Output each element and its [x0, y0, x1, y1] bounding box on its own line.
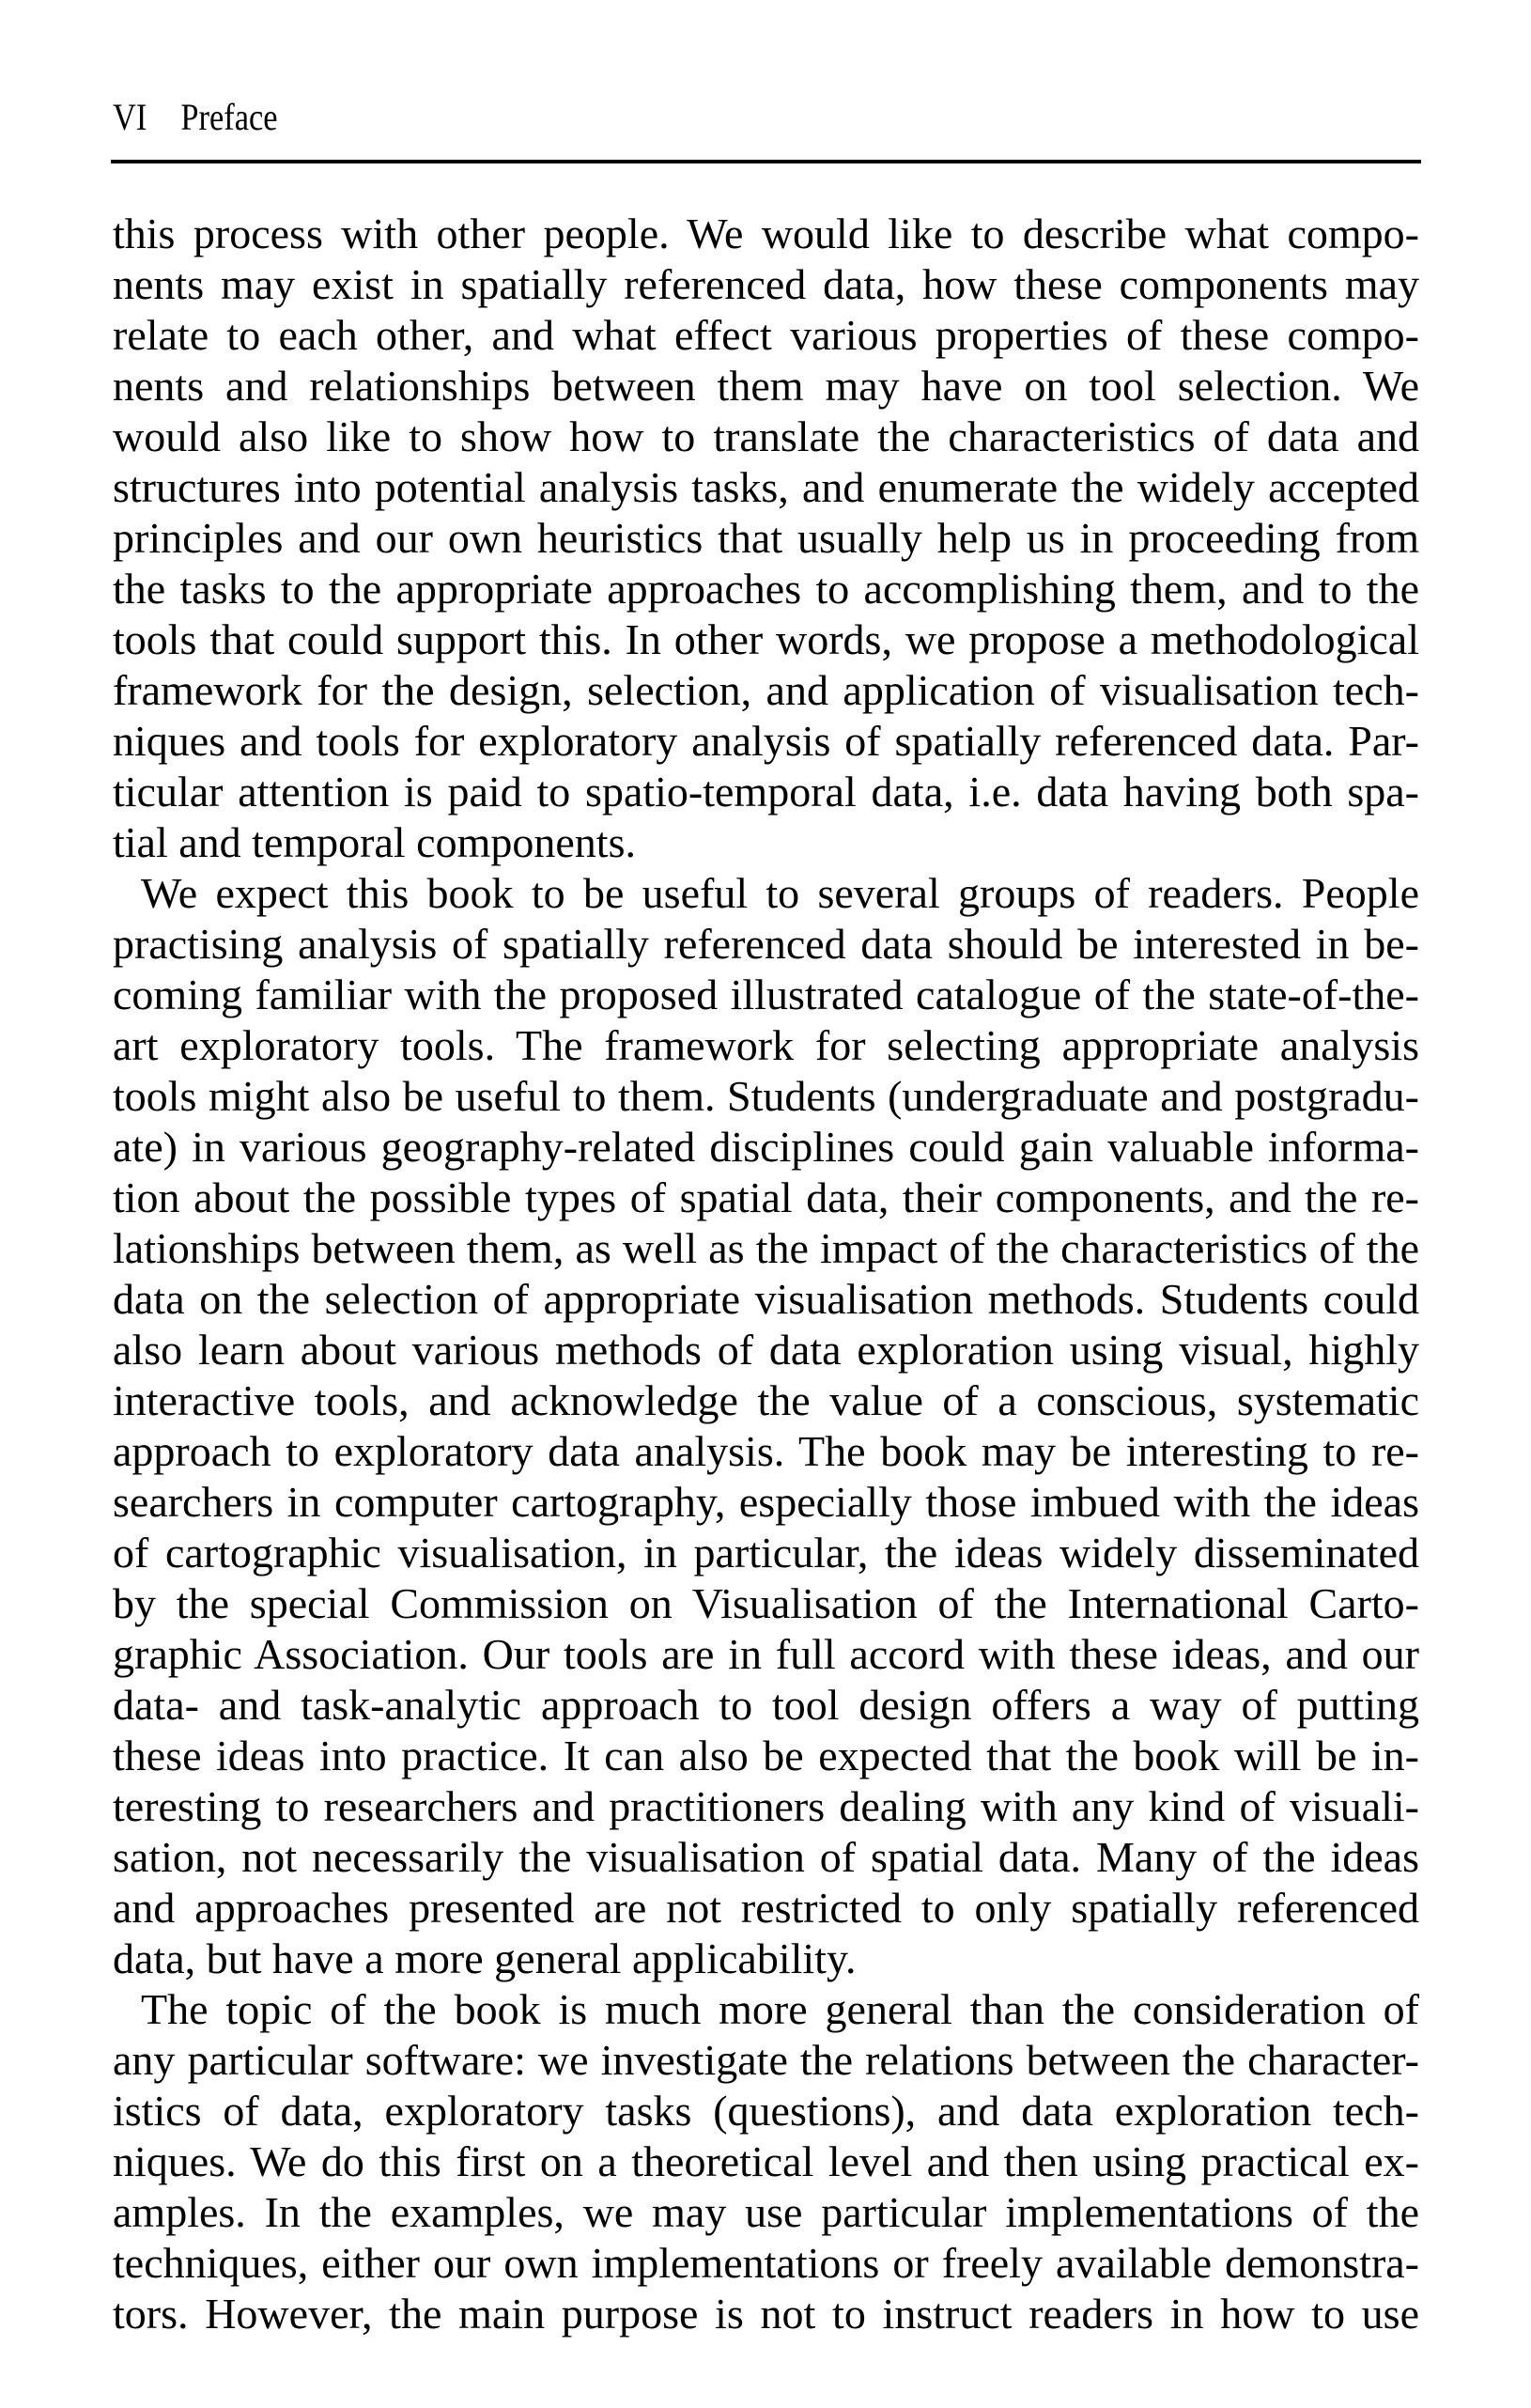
- text-line: these ideas into practice. It can also be expected that the book will be in-: [113, 1732, 1419, 1779]
- text-line: tools that could support this. In other words, we propose a methodological: [113, 615, 1419, 663]
- header-rule: [111, 160, 1421, 163]
- text-line: techniques, either our own implementations or freely available demonstra-: [113, 2239, 1419, 2287]
- text-line: also learn about various methods of data exploration using visual, highly: [113, 1326, 1419, 1374]
- text-line: structures into potential analysis tasks, and enumerate the widely accepted: [113, 463, 1419, 511]
- text-line: practising analysis of spatially referenced data should be interested in be-: [113, 920, 1419, 968]
- text-line: any particular software: we investigate the relations between the character-: [113, 2036, 1419, 2084]
- text-line: nents and relationships between them may have on tool selection. We: [113, 362, 1419, 410]
- paragraph: [113, 1984, 1419, 2339]
- text-line: graphic Association. Our tools are in full accord with these ideas, and our: [113, 1630, 1419, 1678]
- text-line: tors. However, the main purpose is not to instruct readers in how to use: [113, 2290, 1419, 2338]
- text-line: tion about the possible types of spatial data, their components, and the re-: [113, 1173, 1419, 1221]
- text-line: data- and task-analytic approach to tool design offers a way of putting: [113, 1681, 1419, 1729]
- text-line: relate to each other, and what effect various properties of these compo-: [113, 311, 1419, 359]
- text-line: We expect this book to be useful to several groups of readers. People: [141, 869, 1419, 917]
- text-line: nents may exist in spatially referenced data, how these components may: [113, 260, 1419, 308]
- text-line: searchers in computer cartography, especially those imbued with the ideas: [113, 1478, 1419, 1526]
- section-title: Preface: [180, 96, 278, 138]
- text-line: ticular attention is paid to spatio-temporal data, i.e. data having both spa-: [113, 768, 1419, 816]
- body-text: [113, 209, 1419, 2339]
- text-line: The topic of the book is much more general than the consideration of: [141, 1985, 1419, 2033]
- text-line: tial and temporal components.: [113, 818, 636, 866]
- text-line: ate) in various geography-related disciplines could gain valuable informa-: [113, 1123, 1419, 1171]
- text-line: niques. We do this first on a theoretical level and then using practical ex-: [113, 2137, 1419, 2185]
- text-line: by the special Commission on Visualisation of the International Carto-: [113, 1579, 1419, 1627]
- text-line: teresting to researchers and practitioners dealing with any kind of visuali-: [113, 1782, 1419, 1830]
- text-line: principles and our own heuristics that usually help us in proceeding from: [113, 514, 1419, 562]
- text-line: interactive tools, and acknowledge the value of a conscious, systematic: [113, 1376, 1419, 1424]
- paragraph: [113, 209, 1419, 868]
- text-line: coming familiar with the proposed illustrated catalogue of the state-of-the-: [113, 971, 1419, 1018]
- text-line: istics of data, exploratory tasks (questions), and data exploration tech-: [113, 2087, 1419, 2135]
- text-line: tools might also be useful to them. Students (undergraduate and postgradu-: [113, 1072, 1419, 1120]
- page-number: VI: [113, 96, 147, 138]
- text-line: data on the selection of appropriate visualisation methods. Students could: [113, 1275, 1419, 1323]
- running-head: [113, 94, 278, 141]
- text-line: art exploratory tools. The framework for selecting appropriate analysis: [113, 1021, 1419, 1069]
- text-line: would also like to show how to translate the characteristics of data and: [113, 412, 1419, 460]
- text-line: data, but have a more general applicability.: [113, 1934, 857, 1982]
- text-line: of cartographic visualisation, in particular, the ideas widely disseminated: [113, 1529, 1419, 1577]
- text-line: lationships between them, as well as the impact of the characteristics of the: [113, 1224, 1419, 1272]
- text-line: amples. In the examples, we may use particular implementations of the: [113, 2188, 1419, 2236]
- text-line: approach to exploratory data analysis. The book may be interesting to re-: [113, 1427, 1419, 1475]
- text-line: framework for the design, selection, and application of visualisation tech-: [113, 666, 1419, 714]
- text-line: niques and tools for exploratory analysis of spatially referenced data. Par-: [113, 717, 1419, 765]
- paragraph: [113, 868, 1419, 1984]
- text-line: sation, not necessarily the visualisation of spatial data. Many of the ideas: [113, 1833, 1419, 1881]
- text-line: this process with other people. We would like to describe what compo-: [113, 210, 1419, 257]
- text-line: and approaches presented are not restricted to only spatially referenced: [113, 1884, 1419, 1932]
- text-line: the tasks to the appropriate approaches to accomplishing them, and to the: [113, 565, 1419, 613]
